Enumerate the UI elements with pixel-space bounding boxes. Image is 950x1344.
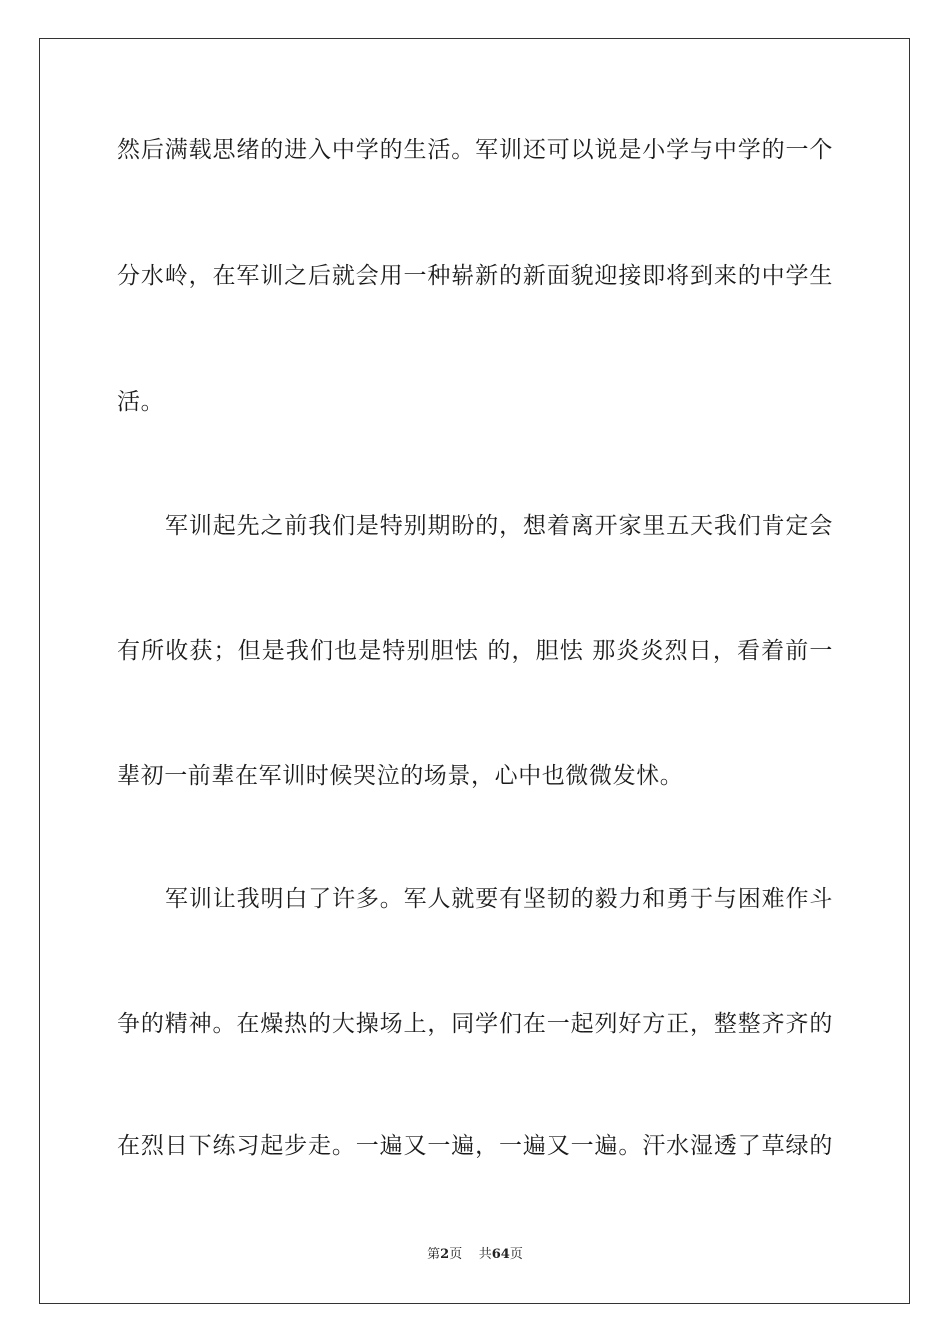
footer-total-prefix: 共: [478, 1247, 492, 1262]
footer-page-prefix: 第: [427, 1247, 441, 1262]
text-line-3: 活。: [117, 389, 165, 415]
text-line-7: 军训让我明白了许多。军人就要有坚韧的毅力和勇于与困难作斗: [165, 886, 833, 912]
text-line-5: 有所收获；但是我们也是特别胆怯 的，胆怯 那炎炎烈日，看着前一: [117, 638, 833, 664]
footer-total-number: 64: [491, 1247, 510, 1262]
page-footer: [0, 1245, 950, 1265]
text-line-6: 辈初一前辈在军训时候哭泣的场景，心中也微微发怵。: [117, 763, 684, 789]
page-border: [39, 38, 910, 1304]
text-line-4: 军训起先之前我们是特别期盼的，想着离开家里五天我们肯定会: [165, 513, 833, 539]
text-line-2: 分水岭，在军训之后就会用一种崭新的新面貌迎接即将到来的中学生: [117, 263, 833, 289]
text-line-9: 在烈日下练习起步走。一遍又一遍，一遍又一遍。汗水湿透了草绿的: [117, 1133, 833, 1159]
text-line-8: 争的精神。在燥热的大操场上，同学们在一起列好方正，整整齐齐的: [117, 1011, 833, 1037]
footer-total-suffix: 页: [509, 1247, 523, 1262]
text-line-1: 然后满载思绪的进入中学的生活。军训还可以说是小学与中学的一个: [117, 137, 833, 163]
footer-page-number: 2: [440, 1247, 450, 1262]
footer-page-suffix: 页: [449, 1247, 463, 1262]
